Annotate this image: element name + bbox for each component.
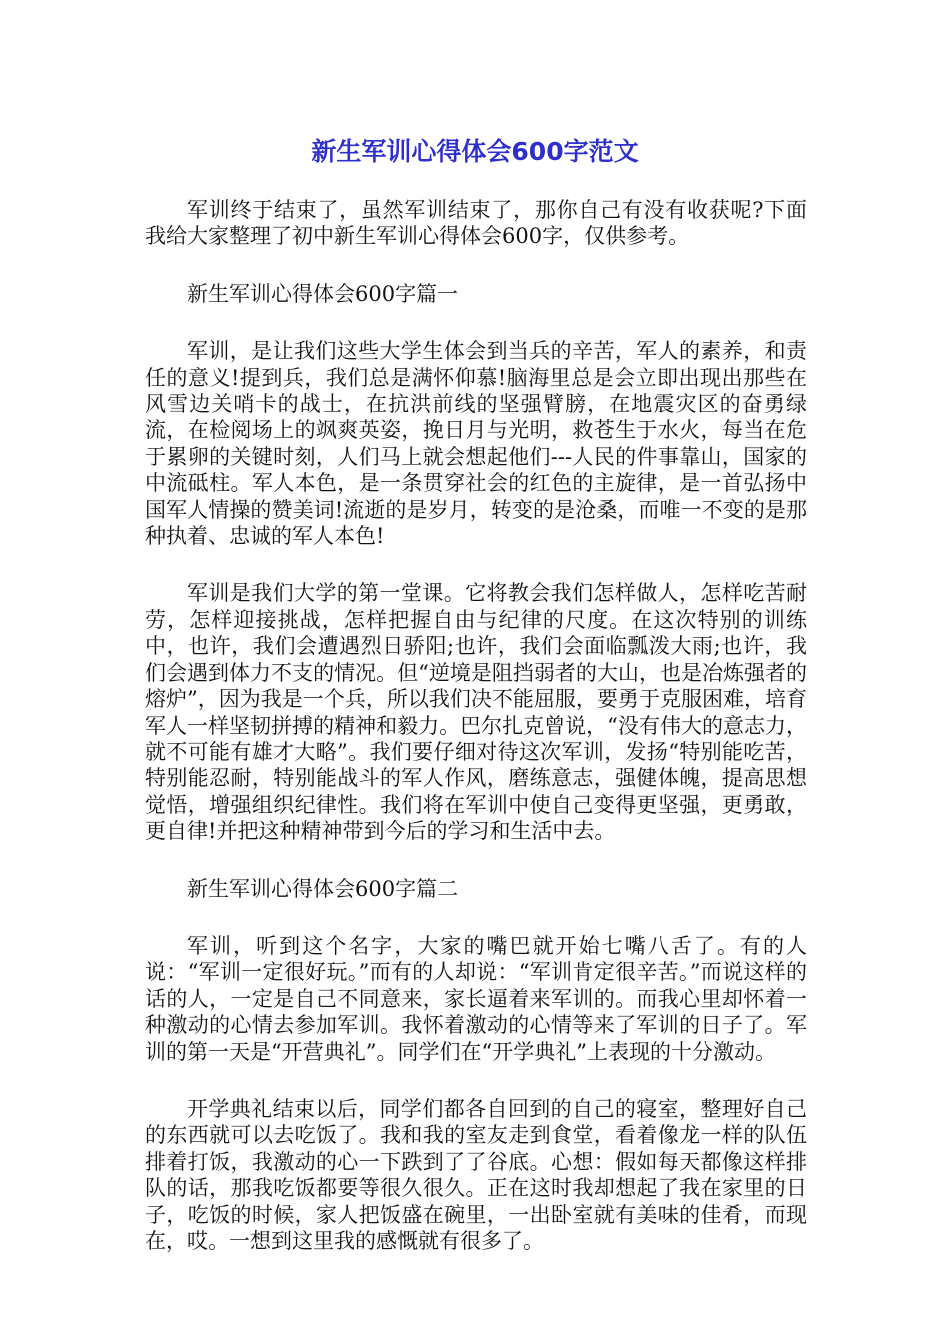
section-heading-two: 新生军训心得体会600字篇二: [187, 876, 459, 901]
paragraph-four: 开学典礼结束以后，同学们都各自回到的自己的寝室，整理好自己的东西就可以去吃饭了。我和我的室友走到食堂，看着像龙一样的队伍排着打饭，我激动的心一下跌到了了谷底。心想：假如每天都像这样排队的话，那我吃饭都要等很久很久。正在这时我却想起了我在家里的日子，吃饭的时候，家人把饭盛在碗里，一出卧室就有美味的佳肴，而现在，哎。一想到这里我的感慨就有很多了。: [145, 1096, 807, 1253]
document-body: [145, 197, 807, 1285]
section-heading-one: 新生军训心得体会600字篇一: [187, 281, 459, 306]
intro-paragraph: 军训终于结束了，虽然军训结束了，那你自己有没有收获呢?下面我给大家整理了初中新生军训心得体会600字，仅供参考。: [145, 198, 807, 249]
paragraph-two: 军训是我们大学的第一堂课。它将教会我们怎样做人，怎样吃苦耐劳，怎样迎接挑战，怎样把握自由与纪律的尺度。在这次特别的训练中，也许，我们会遭遇烈日骄阳;也许，我们会面临瓢泼大雨;也许，我们会遇到体力不支的情况。但“逆境是阻挡弱者的大山，也是冶炼强者的熔炉”，因为我是一个兵，所以我们决不能屈服，要勇于克服困难，培育军人一样坚韧拼搏的精神和毅力。巴尔扎克曾说，“没有伟大的意志力，就不可能有雄才大略”。我们要仔细对待这次军训，发扬“特别能吃苦，特别能忍耐，特别能战斗的军人作风，磨练意志，强健体魄，提高思想觉悟，增强组织纪律性。我们将在军训中使自己变得更坚强，更勇敢，更自律!并把这种精神带到今后的学习和生活中去。: [145, 581, 807, 844]
document-title: 新生军训心得体会600字范文: [311, 137, 639, 166]
paragraph-one: 军训，是让我们这些大学生体会到当兵的辛苦，军人的素养，和责任的意义!提到兵，我们总是满怀仰慕!脑海里总是会立即出现出那些在风雪边关哨卡的战士，在抗洪前线的坚强臂膀，在地震灾区的奋勇绿流，在检阅场上的飒爽英姿，挽日月与光明，救苍生于水火，每当在危于累卵的关键时刻，人们马上就会想起他们---人民的件事靠山，国家的中流砥柱。军人本色，是一条贯穿社会的红色的主旋律，是一首弘扬中国军人情操的赞美词!流逝的是岁月，转变的是沧桑，而唯一不变的是那种执着、忠诚的军人本色!: [145, 339, 807, 549]
paragraph-three: 军训，听到这个名字，大家的嘴巴就开始七嘴八舌了。有的人说：“军训一定很好玩。”而有的人却说：“军训肯定很辛苦。”而说这样的话的人，一定是自己不同意来，家长逼着来军训的。而我心里却怀着一种激动的心情去参加军训。我怀着激动的心情等来了军训的日子了。军训的第一天是“开营典礼”。同学们在“开学典礼”上表现的十分激动。: [145, 933, 807, 1064]
